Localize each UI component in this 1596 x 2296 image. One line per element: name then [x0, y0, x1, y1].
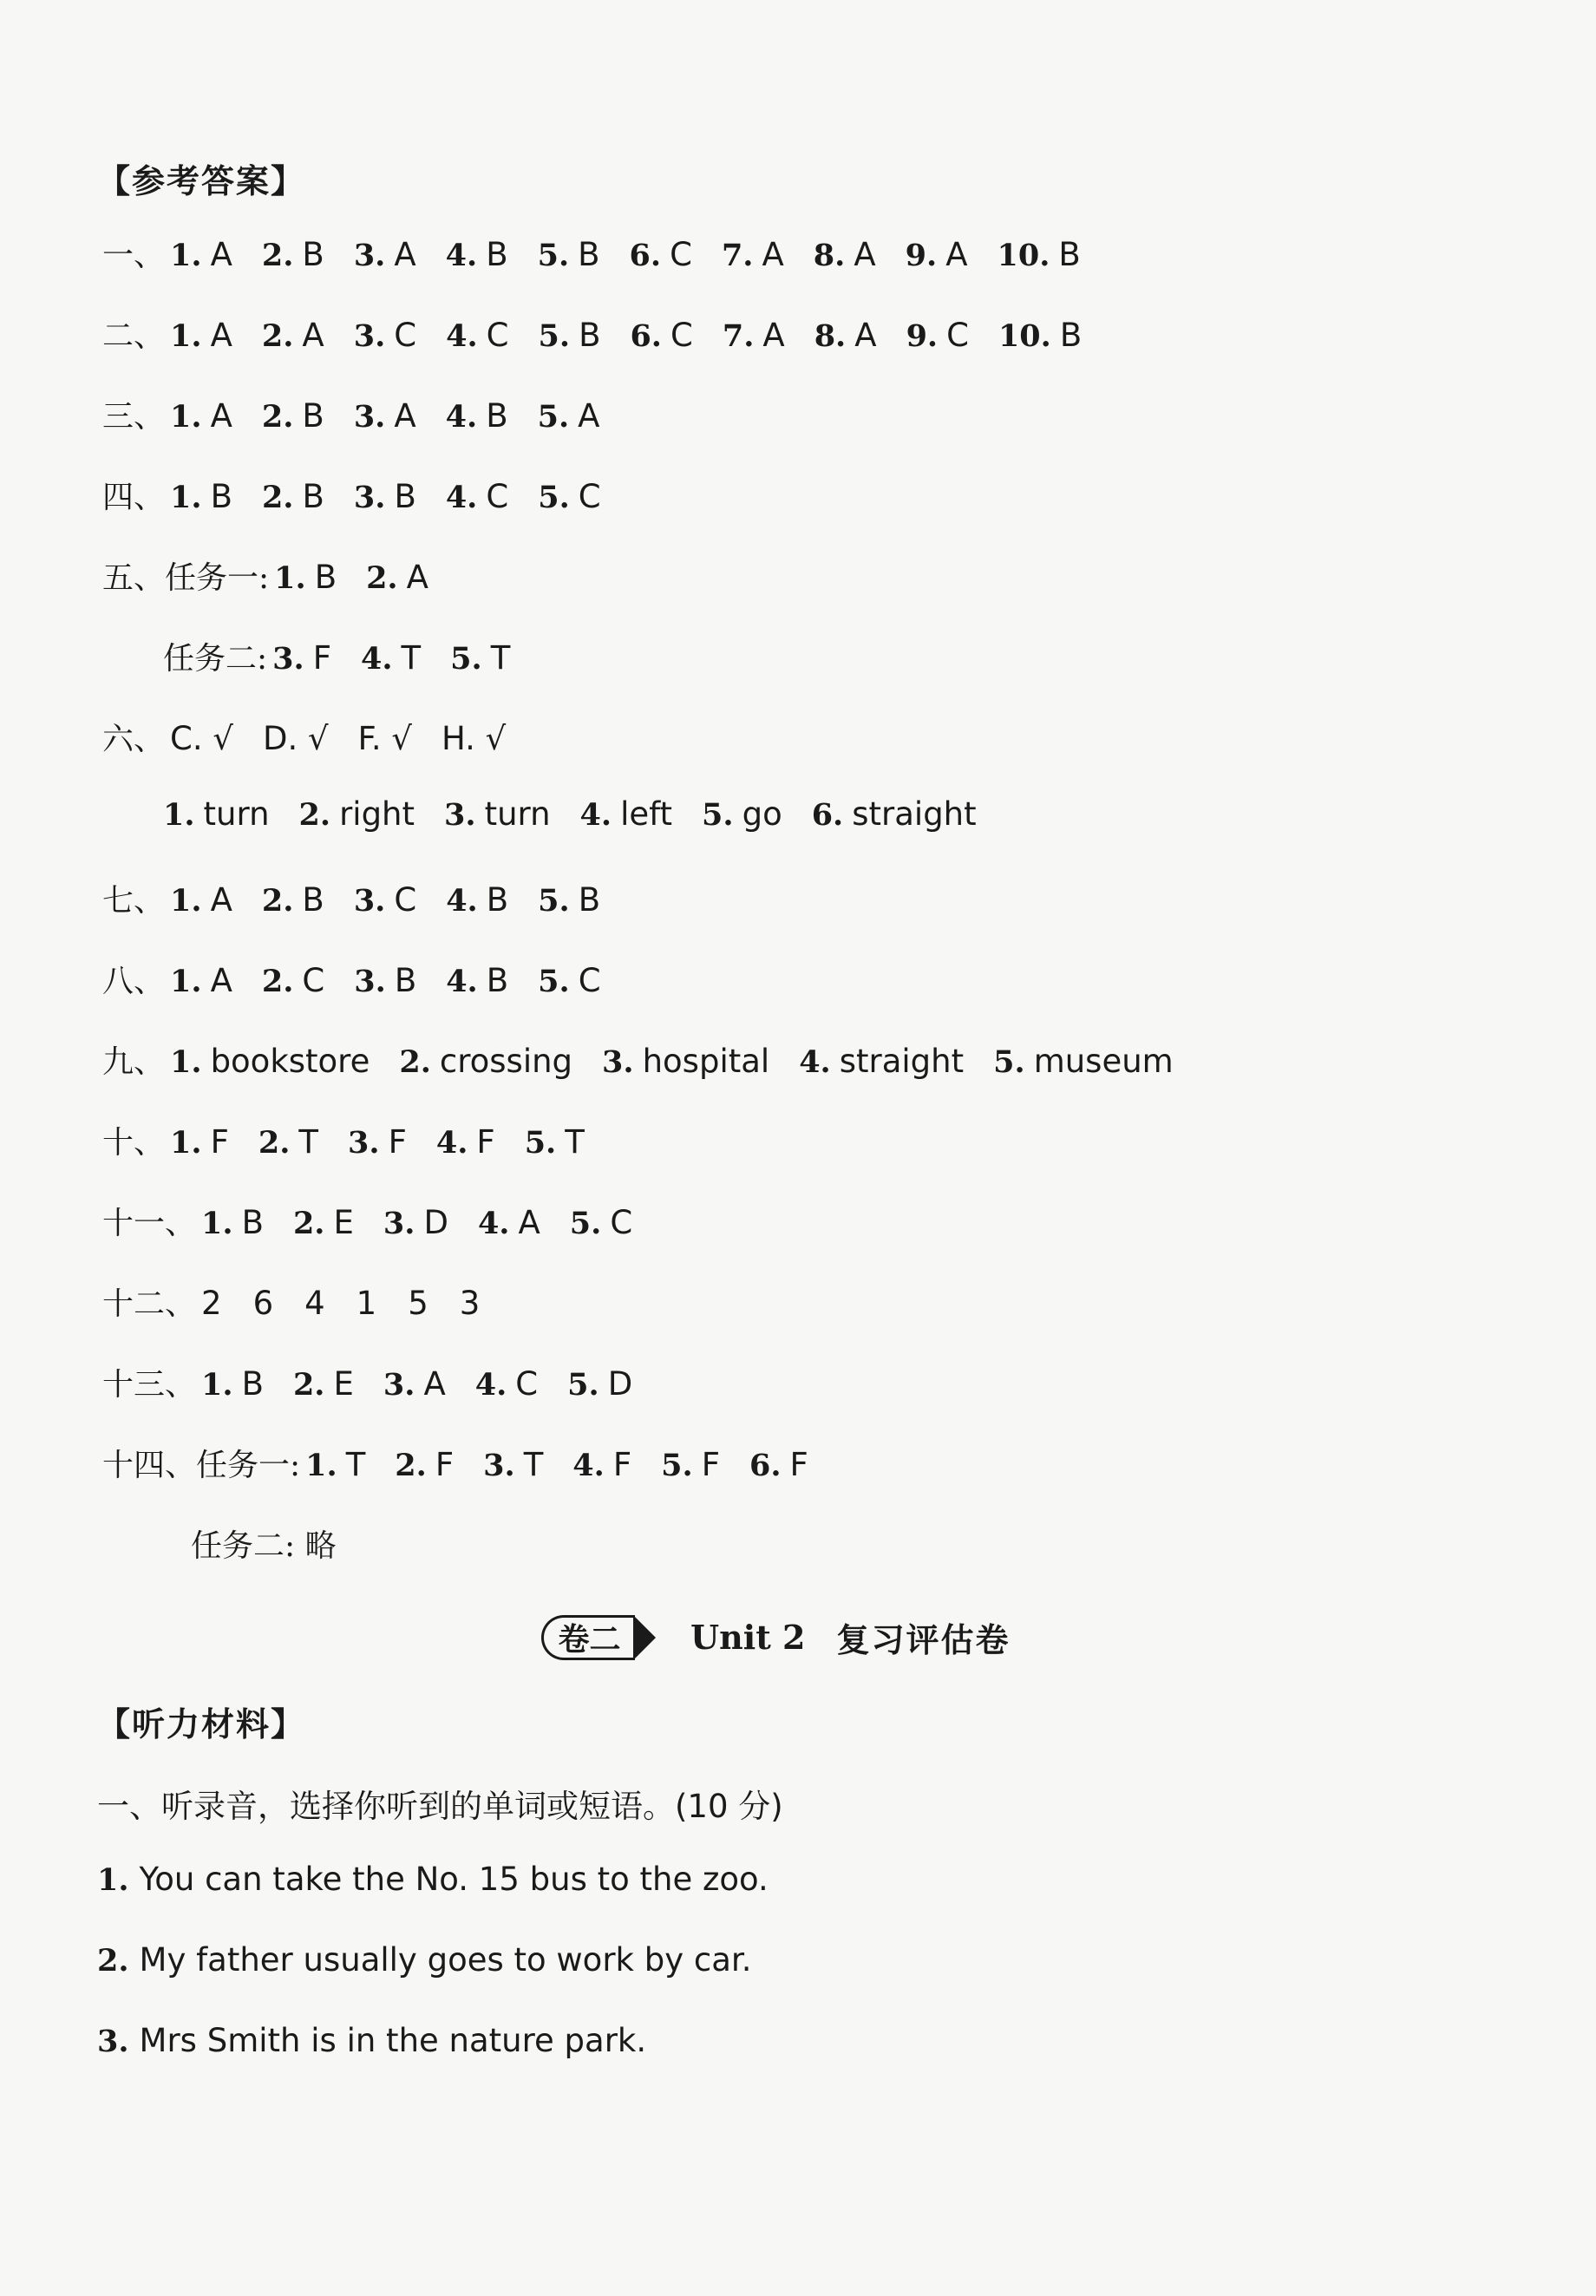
- answer-number: 5.: [538, 318, 571, 354]
- answer-item: [812, 795, 977, 833]
- answer-value: E: [333, 1365, 354, 1403]
- answer-value: T: [565, 1123, 585, 1161]
- sequence-number: 6: [252, 1285, 274, 1322]
- answer-number: 3.: [272, 641, 304, 677]
- answer-row: [102, 1118, 614, 1161]
- answer-item: [293, 1365, 354, 1403]
- answer-number: 5.: [537, 399, 570, 435]
- answer-number: 1.: [305, 1448, 337, 1483]
- answer-number: 1.: [170, 238, 202, 273]
- answer-value: turn: [484, 795, 551, 833]
- answer-item: [170, 962, 232, 999]
- answer-value: F: [312, 639, 331, 677]
- answer-item: [475, 1365, 538, 1403]
- answer-number: 3.: [353, 883, 386, 919]
- answer-item: [570, 1204, 632, 1241]
- answer-value: C: [394, 317, 417, 354]
- answer-item: [661, 1446, 720, 1483]
- answer-value: museum: [1033, 1043, 1174, 1080]
- answer-row: [163, 795, 1006, 839]
- answer-row: [102, 1279, 511, 1323]
- answer-item: [602, 1043, 769, 1080]
- answer-value: H. √: [441, 720, 507, 757]
- answer-row: [102, 876, 630, 919]
- answer-item: [170, 236, 232, 273]
- answer-row-label: 一、: [102, 238, 166, 273]
- answer-item: [538, 397, 600, 435]
- answer-item: [170, 1043, 370, 1080]
- answer-value: C. √: [170, 720, 233, 757]
- answer-item: [262, 236, 324, 273]
- answer-value: A: [394, 236, 416, 273]
- answer-number: 5.: [538, 883, 570, 919]
- answer-row: [163, 634, 540, 677]
- answer-number: 10.: [998, 318, 1051, 354]
- answers-heading: 【参考答案】: [97, 162, 306, 200]
- answer-value: straight: [852, 795, 977, 833]
- answer-item: [170, 720, 233, 757]
- answer-row: [102, 1360, 662, 1403]
- answer-number: 2.: [366, 560, 398, 596]
- answer-number: 8.: [814, 318, 847, 354]
- answer-item: [361, 639, 421, 677]
- answer-number: 2.: [298, 797, 331, 833]
- answer-value: A: [945, 236, 968, 273]
- answer-value: E: [333, 1204, 354, 1241]
- answer-value: A: [210, 881, 232, 919]
- answer-value: A: [762, 236, 784, 273]
- unit-label: Unit 2: [690, 1618, 806, 1657]
- answer-item: [572, 1446, 631, 1483]
- answer-number: 4.: [445, 399, 478, 435]
- answer-number: 2.: [395, 1448, 427, 1483]
- sentence-text: You can take the No. 15 bus to the zoo.: [139, 1861, 769, 1898]
- answer-item: [366, 559, 428, 596]
- answer-item: [722, 236, 784, 273]
- answer-number: 1.: [170, 1125, 202, 1161]
- answer-number: 3.: [348, 1125, 380, 1161]
- sequence-number: 4: [304, 1285, 325, 1322]
- answer-value: A: [302, 317, 324, 354]
- answer-item: [702, 795, 782, 833]
- answer-item: [170, 1123, 229, 1161]
- answer-item: [630, 317, 692, 354]
- answer-number: 8.: [813, 238, 846, 273]
- answer-value: D: [423, 1204, 448, 1241]
- answer-value: F: [210, 1123, 229, 1161]
- answer-value: C: [578, 478, 601, 515]
- answer-item: [446, 962, 508, 999]
- answer-row: [102, 1037, 1203, 1081]
- paper-badge: 卷二: [541, 1615, 635, 1660]
- answer-item: [567, 1365, 632, 1403]
- answer-value: go: [742, 795, 782, 833]
- answer-value: B: [486, 236, 508, 273]
- answer-value: F: [435, 1446, 455, 1483]
- answer-item: [446, 881, 508, 919]
- sequence-number: 2: [201, 1285, 222, 1322]
- answer-value: F: [612, 1446, 632, 1483]
- answer-value: A: [518, 1204, 540, 1241]
- answer-number: 4.: [446, 964, 478, 999]
- answer-number: 6.: [749, 1448, 782, 1483]
- listening-heading: 【听力材料】: [97, 1705, 306, 1743]
- answer-value: A: [210, 236, 232, 273]
- answer-number: 3.: [483, 1448, 515, 1483]
- answer-number: 4.: [446, 883, 478, 919]
- answer-row-label: 六、: [102, 722, 166, 757]
- answer-number: 4.: [446, 318, 478, 354]
- answer-number: 5.: [450, 641, 482, 677]
- answer-item: [170, 478, 232, 515]
- answer-value: C: [302, 962, 325, 999]
- answer-number: 6.: [629, 238, 662, 273]
- answer-item: [163, 795, 270, 833]
- answer-number: 4.: [474, 1367, 507, 1403]
- answer-number: 5.: [537, 238, 570, 273]
- answer-row-label: 九、: [102, 1044, 166, 1080]
- answer-item: [383, 1365, 446, 1403]
- answer-number: 4.: [360, 641, 393, 677]
- answer-item: [442, 720, 506, 757]
- answer-item: [799, 1043, 964, 1080]
- answer-number: 1.: [170, 1044, 202, 1080]
- answer-row-label: 五、任务一:: [102, 560, 270, 596]
- answer-value: B: [394, 962, 417, 999]
- answer-number: 4.: [799, 1044, 831, 1080]
- answer-item: [201, 1365, 264, 1403]
- answer-item: [436, 1123, 495, 1161]
- answer-value: B: [302, 881, 324, 919]
- answer-number: 1.: [201, 1367, 233, 1403]
- answer-item: [993, 1043, 1174, 1080]
- answer-number: 1.: [274, 560, 306, 596]
- answer-number: 2.: [261, 964, 294, 999]
- answer-value: T: [490, 639, 511, 677]
- answer-row-label: 十二、: [102, 1286, 197, 1322]
- answer-item: [395, 1446, 454, 1483]
- answer-number: 6.: [630, 318, 662, 354]
- answer-item: [262, 317, 324, 354]
- sequence-number: 1: [356, 1285, 377, 1322]
- answer-item: [170, 317, 232, 354]
- answer-item: [354, 397, 416, 435]
- answer-row-label: 四、: [102, 480, 166, 515]
- answer-item: [538, 478, 600, 515]
- sentence-text: My father usually goes to work by car.: [139, 1941, 752, 1979]
- sentence-number: 3.: [97, 2024, 129, 2059]
- answer-value: B: [302, 397, 324, 435]
- answer-value: C: [515, 1365, 539, 1403]
- answer-item: [630, 236, 692, 273]
- answer-item: [998, 317, 1082, 354]
- answer-item: [814, 317, 877, 354]
- answer-number: 4.: [445, 480, 478, 515]
- answer-value: bookstore: [210, 1043, 370, 1080]
- answer-item: [906, 236, 968, 273]
- answer-value: C: [486, 478, 509, 515]
- answer-item: [354, 962, 416, 999]
- answer-value: F: [701, 1446, 720, 1483]
- answer-value: B: [241, 1365, 264, 1403]
- answer-row: [102, 392, 629, 435]
- answer-number: 3.: [383, 1367, 415, 1403]
- answer-item: [538, 962, 600, 999]
- answer-item: [262, 478, 324, 515]
- answer-number: 4.: [579, 797, 612, 833]
- answer-value: F: [789, 1446, 808, 1483]
- answer-number: 5.: [569, 1206, 602, 1241]
- answer-value: F: [388, 1123, 407, 1161]
- answer-number: 2.: [261, 883, 294, 919]
- answer-value: T: [401, 639, 422, 677]
- sequence-number: 5: [408, 1285, 428, 1322]
- answer-value: A: [762, 317, 785, 354]
- answer-item: [538, 236, 600, 273]
- answer-number: 2.: [292, 1367, 325, 1403]
- sentence-number: 1.: [97, 1862, 129, 1898]
- answer-number: 1.: [170, 318, 202, 354]
- answer-item: [274, 559, 337, 596]
- answer-row: [102, 553, 458, 597]
- answer-value: A: [578, 397, 600, 435]
- answer-item: [258, 1123, 318, 1161]
- answer-number: 4.: [435, 1125, 468, 1161]
- answer-value: B: [1058, 236, 1081, 273]
- answer-value: A: [394, 397, 416, 435]
- answer-number: 5.: [661, 1448, 693, 1483]
- paper-title: 复习评估卷: [836, 1620, 1011, 1659]
- answer-item: [262, 397, 324, 435]
- answer-number: 5.: [538, 964, 570, 999]
- answer-number: 2.: [261, 480, 294, 515]
- answer-item: [446, 397, 508, 435]
- answer-item: [262, 881, 324, 919]
- answer-item: [399, 1043, 572, 1080]
- answer-number: 2.: [261, 238, 294, 273]
- answer-item: [446, 478, 508, 515]
- answer-value: B: [210, 478, 232, 515]
- answer-item: [539, 317, 601, 354]
- answer-item: [354, 236, 416, 273]
- answer-item: [354, 478, 416, 515]
- answer-number: 4.: [445, 238, 478, 273]
- answer-number: 1.: [170, 399, 202, 435]
- answer-number: 3.: [602, 1044, 634, 1080]
- answer-value: T: [345, 1446, 366, 1483]
- answer-number: 1.: [201, 1206, 233, 1241]
- answer-number: 6.: [811, 797, 844, 833]
- answer-row: [102, 473, 631, 516]
- answer-number: 5.: [538, 480, 570, 515]
- answer-number: 7.: [722, 318, 755, 354]
- answer-item: [446, 236, 508, 273]
- answer-row-label: 二、: [102, 318, 166, 354]
- answer-item: [580, 795, 672, 833]
- answer-value: B: [241, 1204, 264, 1241]
- answer-item: [170, 881, 232, 919]
- answer-item: [293, 1204, 354, 1241]
- answer-value: C: [578, 962, 601, 999]
- answer-value: B: [486, 962, 509, 999]
- answer-row-label: 十、: [102, 1125, 166, 1161]
- answer-value: C: [946, 317, 969, 354]
- answer-row-label: 任务二:: [163, 641, 268, 677]
- answer-number: 3.: [353, 480, 386, 515]
- answer-value: A: [210, 317, 232, 354]
- answer-number: 5.: [993, 1044, 1025, 1080]
- answer-item: [749, 1446, 808, 1483]
- sequence-number: 3: [459, 1285, 481, 1322]
- answer-item: [525, 1123, 585, 1161]
- answer-value: B: [486, 881, 509, 919]
- answer-row: [191, 1521, 342, 1565]
- answer-item: [450, 639, 510, 677]
- answer-row-label: 十三、: [102, 1367, 197, 1403]
- answer-row: [102, 231, 1110, 274]
- answer-item: [299, 795, 415, 833]
- answer-value: B: [579, 317, 601, 354]
- answer-row-label: 十四、任务一:: [102, 1448, 301, 1483]
- answer-value: A: [423, 1365, 446, 1403]
- answer-item: [358, 720, 412, 757]
- answer-value: F: [476, 1123, 495, 1161]
- listening-sentence: [97, 1861, 769, 1898]
- answer-value: C: [670, 236, 692, 273]
- listening-instruction: 一、听录音，选择你听到的单词或短语。(10 分): [97, 1788, 783, 1825]
- answer-item: [444, 795, 551, 833]
- answer-value: A: [210, 397, 232, 435]
- answer-item: [478, 1204, 540, 1241]
- answer-item: [906, 317, 969, 354]
- answer-number: 1.: [170, 480, 202, 515]
- answer-number: 4.: [477, 1206, 510, 1241]
- answer-number: 2.: [261, 318, 294, 354]
- answer-number: 2.: [399, 1044, 431, 1080]
- arrow-right-icon: [633, 1615, 656, 1660]
- answer-value: B: [578, 236, 600, 273]
- answer-item: [354, 881, 416, 919]
- answer-row: [102, 1441, 838, 1484]
- sentence-text: Mrs Smith is in the nature park.: [139, 2022, 647, 2059]
- answer-value: B: [302, 236, 324, 273]
- answer-number: 3.: [383, 1206, 415, 1241]
- answer-value: B: [314, 559, 337, 596]
- answer-value: B: [486, 397, 508, 435]
- answer-value: turn: [203, 795, 270, 833]
- answer-number: 2.: [258, 1125, 291, 1161]
- answer-value: B: [394, 478, 416, 515]
- answer-number: 5.: [702, 797, 734, 833]
- answer-value: A: [854, 236, 876, 273]
- answer-item: [348, 1123, 407, 1161]
- answer-row-label: 十一、: [102, 1206, 197, 1241]
- answer-value: A: [854, 317, 877, 354]
- answer-row-label: 八、: [102, 964, 166, 999]
- answer-value: B: [1059, 317, 1083, 354]
- answer-item: [538, 881, 600, 919]
- answer-row-label: 七、: [102, 883, 166, 919]
- answer-row: [102, 1199, 662, 1242]
- answer-item: [998, 236, 1081, 273]
- answer-item: [814, 236, 876, 273]
- answer-item: [383, 1204, 448, 1241]
- section-banner: [541, 1613, 1010, 1661]
- answer-number: 3.: [354, 964, 386, 999]
- answer-value: B: [578, 881, 601, 919]
- listening-sentence: [97, 2022, 646, 2059]
- answer-number: 2.: [261, 399, 294, 435]
- answer-value: right: [339, 795, 415, 833]
- listening-sentence: [97, 1941, 751, 1979]
- answer-row-label: 任务二: 略: [191, 1528, 337, 1564]
- answer-number: 5.: [524, 1125, 557, 1161]
- answer-number: 4.: [572, 1448, 605, 1483]
- answer-row: [102, 957, 631, 1000]
- answer-value: straight: [839, 1043, 965, 1080]
- answer-row-label: 三、: [102, 399, 166, 435]
- answer-value: crossing: [439, 1043, 573, 1080]
- answer-number: 3.: [353, 238, 386, 273]
- answer-value: left: [620, 795, 673, 833]
- answer-item: [262, 962, 324, 999]
- answer-number: 3.: [353, 318, 386, 354]
- answer-number: 9.: [906, 318, 939, 354]
- answer-number: 1.: [163, 797, 195, 833]
- answer-number: 1.: [170, 964, 202, 999]
- answer-value: D. √: [262, 720, 329, 757]
- answer-number: 7.: [721, 238, 754, 273]
- answer-item: [272, 639, 331, 677]
- answer-value: C: [486, 317, 509, 354]
- answer-number: 3.: [353, 399, 386, 435]
- answer-item: [483, 1446, 543, 1483]
- answer-row: [102, 311, 1111, 355]
- answer-item: [170, 397, 232, 435]
- answer-number: 10.: [997, 238, 1050, 273]
- answer-value: A: [406, 559, 428, 596]
- answer-value: T: [298, 1123, 319, 1161]
- answer-number: 5.: [567, 1367, 599, 1403]
- answer-item: [305, 1446, 365, 1483]
- answer-value: T: [523, 1446, 544, 1483]
- answer-value: D: [607, 1365, 633, 1403]
- answer-item: [201, 1204, 264, 1241]
- answer-number: 9.: [905, 238, 938, 273]
- answer-value: A: [210, 962, 232, 999]
- answer-row: [102, 715, 535, 758]
- answer-item: [723, 317, 785, 354]
- answer-number: 3.: [444, 797, 476, 833]
- answer-value: C: [670, 317, 693, 354]
- answer-value: C: [394, 881, 417, 919]
- answer-item: [446, 317, 508, 354]
- answer-number: 1.: [170, 883, 202, 919]
- answer-item: [354, 317, 416, 354]
- answer-value: F. √: [357, 720, 412, 757]
- answer-value: hospital: [642, 1043, 770, 1080]
- answer-number: 2.: [292, 1206, 325, 1241]
- answer-value: B: [302, 478, 324, 515]
- answer-value: C: [610, 1204, 633, 1241]
- answer-item: [263, 720, 329, 757]
- sentence-number: 2.: [97, 1943, 129, 1979]
